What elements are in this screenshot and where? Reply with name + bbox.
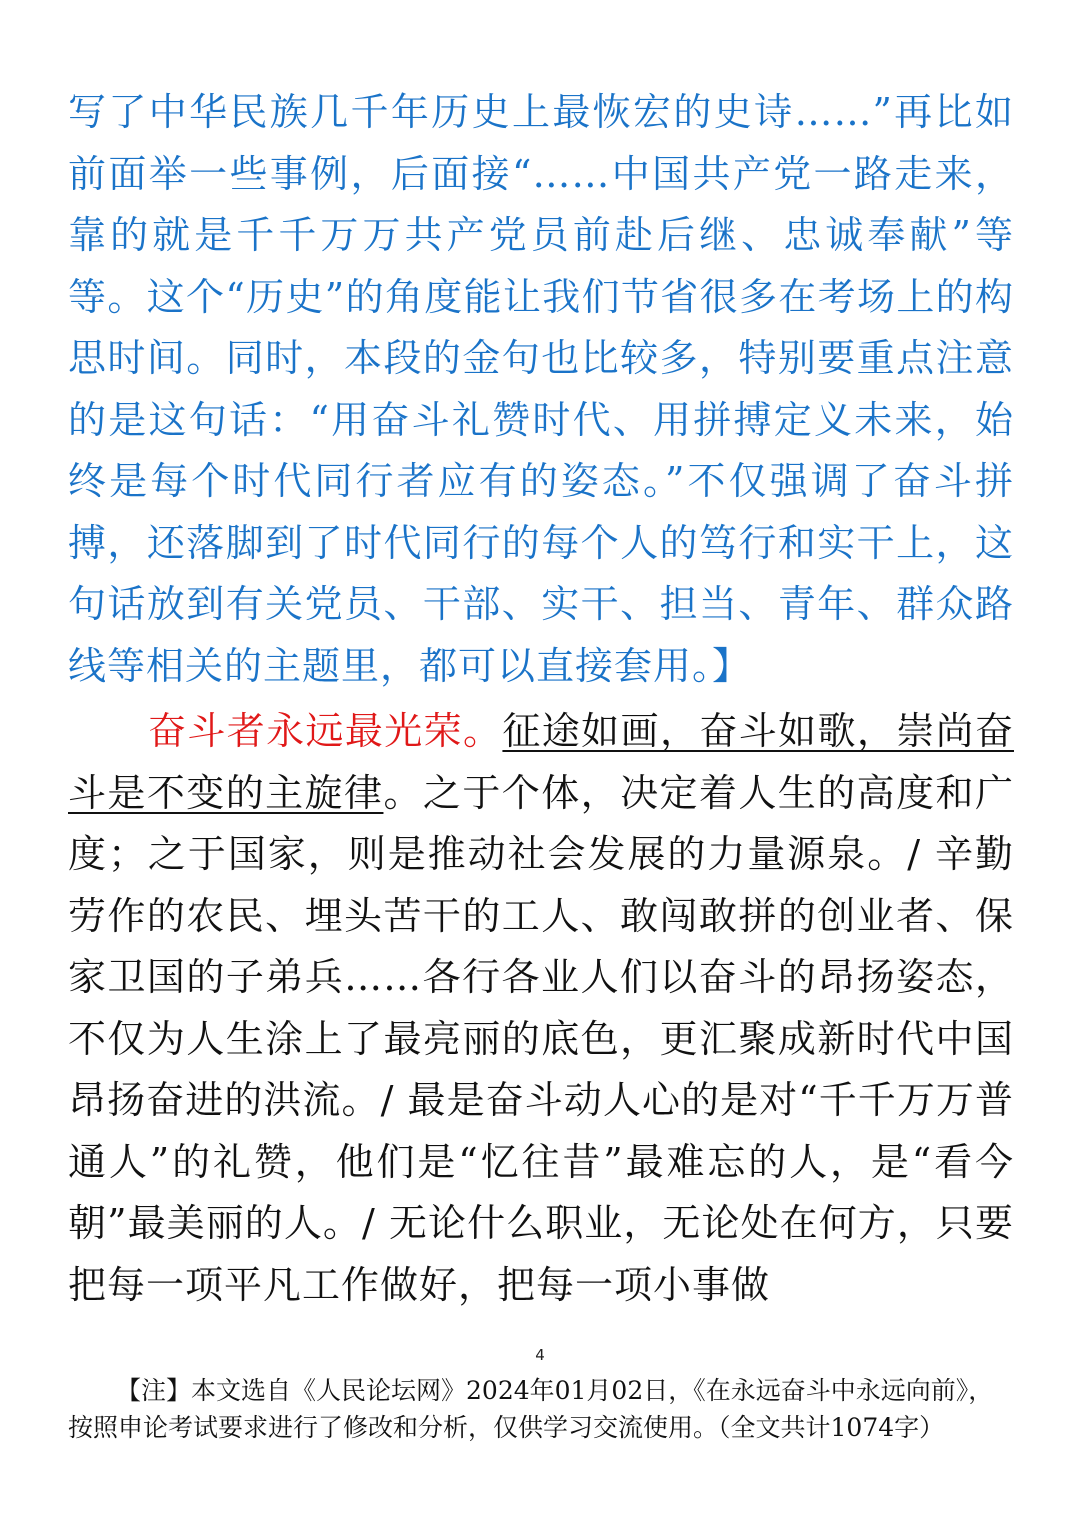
footnote: 【注】本文选自《人民论坛网》2024年01月02日，《在永远奋斗中永远向前》，按照申论考试要求进行了修改和分析，仅供学习交流使用。（全文共计1074字） xyxy=(68,1376,994,1442)
analysis-paragraph: 写了中华民族几千年历史上最恢宏的史诗……”再比如前面举一些事例，后面接“……中国共产党一路走来，靠的就是千千万万共产党员前赴后继、忠诚奉献”等等。这个“历史”的角度能让我们节省很多在考场上的构思时间。同时，本段的金句也比较多，特别要重点注意的是这句话：“用奋斗礼赞时代、用拼搏定义未来，始终是每个时代同行者应有的姿态。”不仅强调了奋斗拼搏，还落脚到了时代同行的每个人的笃行和实干上，这句话放到有关党员、干部、实干、担当、青年、群众路线等相关的主题里，都可以直接套用。】 xyxy=(68,90,1014,688)
body-paragraph xyxy=(68,701,1014,1316)
body-text: 。之于个体，决定着人生的高度和广度；之于国家，则是推动社会发展的力量源泉。/ 辛勤劳作的农民、埋头苦干的工人、敢闯敢拼的创业者、保家卫国的子弟兵……各行各业人们以奋斗的昂扬姿态，不仅为人生涂上了最亮丽的底色，更汇聚成新时代中国昂扬奋进的洪流。/ 最是奋斗动人心的是对“千千万万普通人”的礼赞，他们是“忆往昔”最难忘的人，是“看今朝”最美丽的人。/ 无论什么职业，无论处在何方，只要把每一项平凡工作做好，把每一项小事做 xyxy=(68,770,1014,1307)
underlined-sentence: 征途如画，奋斗如歌，崇尚奋斗是不变的主旋律 xyxy=(68,709,1014,815)
page-number: 4 xyxy=(535,1346,545,1364)
topic-sentence: 奋斗者永远最光荣。 xyxy=(148,709,503,753)
